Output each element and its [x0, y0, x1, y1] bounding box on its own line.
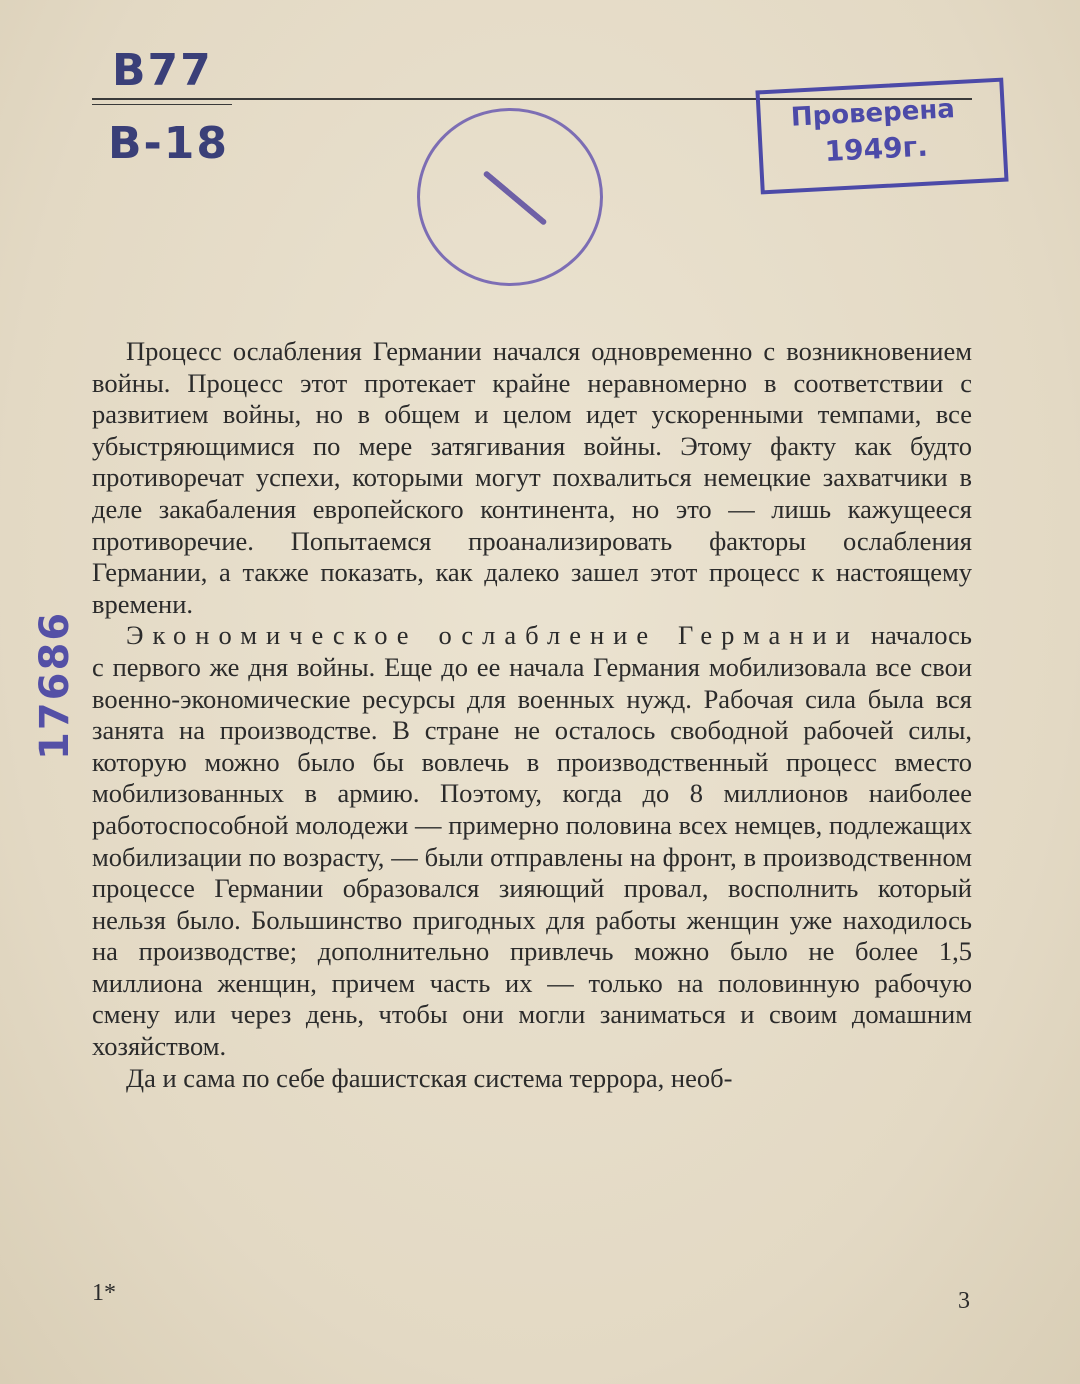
paragraph-3: Да и сама по себе фашистская система террора, необ-: [126, 1062, 733, 1093]
paragraph-2: [92, 620, 972, 1062]
verification-stamp-line2: 1949г.: [823, 129, 929, 168]
circle-stamp: [417, 108, 603, 286]
verification-stamp-line1: Проверена: [790, 94, 956, 133]
handwritten-code-b77: B77: [112, 45, 213, 96]
header-rule-short: [92, 104, 232, 105]
page-number: 3: [958, 1288, 970, 1314]
paragraph-2-rest: началось с первого же дня войны. Еще до ее начала Германия мобилизовала все свои военно-экономические ресурсы для военных нужд. Рабочая сила была вся занята на производстве. В стране не осталось свободной рабочей силы, которую можно было бы вовлечь в производственный процесс вместо мобилизованных в армию. Поэтому, когда до 8 миллионов наиболее работоспособной молодежи — примерно половина всех немцев, подлежащих мобилизации по возрасту, — были отправлены на фронт, в производственном процессе Германии образовался зияющий провал, восполнить который нельзя было. Большинство пригодных для работы женщин уже находилось на производстве; дополнительно привлечь можно было не более 1,5 миллиона женщин, причем часть их — только на половинную рабочую смену или через день, чтобы они могли заниматься и своим домашним хозяйством.: [92, 620, 973, 1062]
verification-stamp: [755, 78, 1008, 195]
inventory-number: 17686: [32, 610, 78, 760]
circle-stamp-mark: [482, 170, 547, 226]
paragraph-2-spaced-lead: Экономическое ослабление Германии: [126, 620, 859, 651]
handwritten-code-b18: B-18: [108, 118, 230, 169]
paragraph-1: Процесс ослабления Германии начался одновременно с возникновением войны. Процесс этот протекает крайне неравномерно в соответствии с развитием войны, но в общем и целом идет ускоренными темпами, все убыстряющимися по мере затягивания войны. Этому факту как будто противоречат успехи, которыми могут похвалиться немецкие захватчики в деле закабаления европейского континента, но это — лишь кажущееся противоречие. Попытаемся проанализировать факторы ослабления Германии, а также показать, как далеко зашел этот процесс к настоящему времени.: [92, 336, 972, 619]
signature-mark: 1*: [92, 1280, 116, 1306]
body-text: [92, 336, 972, 1094]
